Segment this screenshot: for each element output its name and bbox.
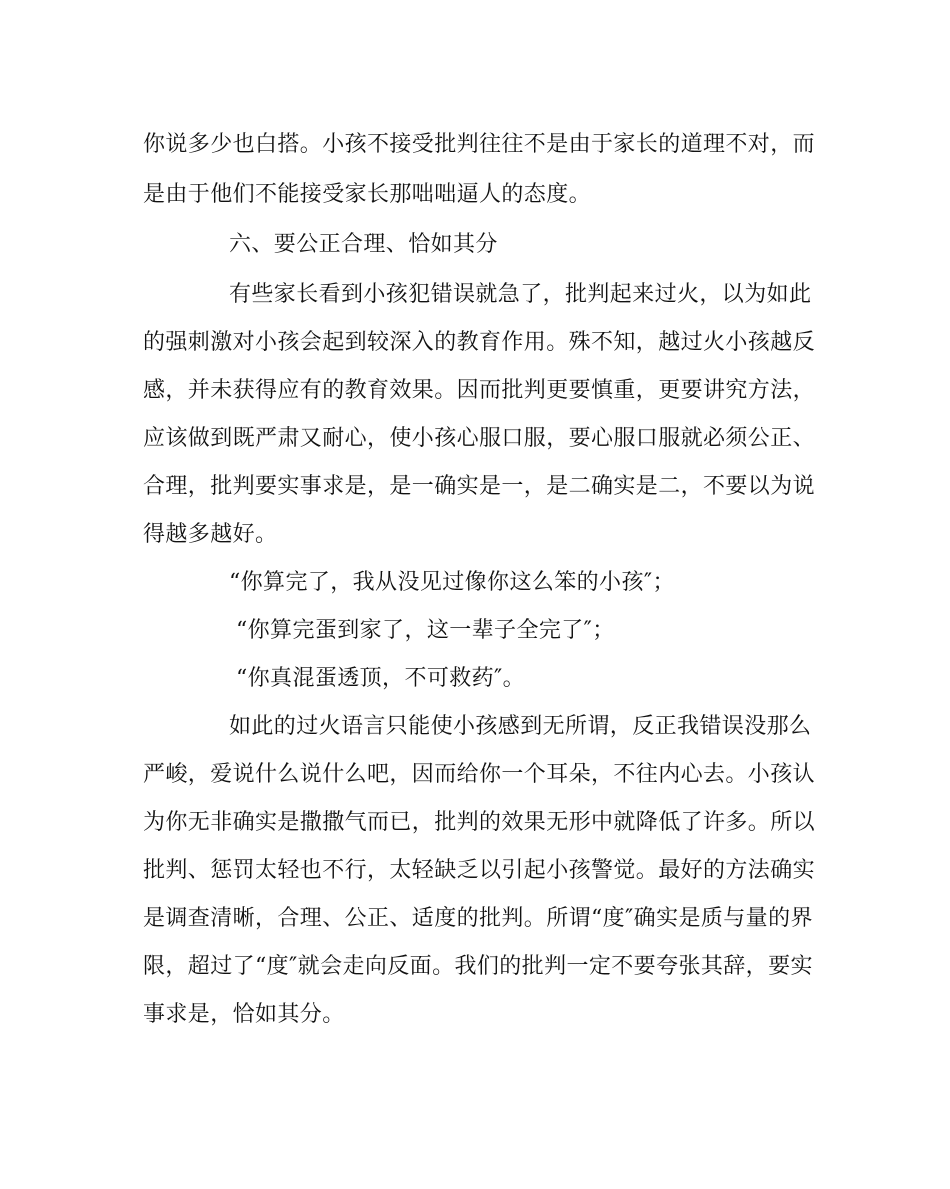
quote-line: “你真混蛋透顶，不可救药″。 <box>236 666 526 691</box>
paragraph-line: 严峻，爱说什么说什么吧，因而给你一个耳朵，不往内心去。小孩认 <box>143 762 816 787</box>
quote-line: “你算完了，我从没见过像你这么笨的小孩″； <box>229 570 675 595</box>
paragraph-line: 事求是，恰如其分。 <box>143 1002 345 1027</box>
paragraph-line: 你说多少也白搭。小孩不接受批判往往不是由于家长的道理不对，而 <box>143 132 816 157</box>
paragraph-line: 的强刺激对小孩会起到较深入的教育作用。殊不知，越过火小孩越反 <box>143 330 816 355</box>
paragraph-line: 为你无非确实是撒撒气而已，批判的效果无形中就降低了许多。所以 <box>143 810 816 835</box>
paragraph-line: 限，超过了“度″就会走向反面。我们的批判一定不要夸张其辞，要实 <box>143 954 813 979</box>
section-heading: 六、要公正合理、恰如其分 <box>229 232 498 257</box>
paragraph-line: 如此的过火语言只能使小孩感到无所谓，反正我错误没那么 <box>229 714 812 739</box>
paragraph-line: 是调查清晰，合理、公正、适度的批判。所谓“度″确实是质与量的界 <box>143 906 813 931</box>
paragraph-line: 应该做到既严肃又耐心，使小孩心服口服，要心服口服就必须公正、 <box>143 426 816 451</box>
paragraph-line: 感，并未获得应有的教育效果。因而批判更要慎重，更要讲究方法， <box>143 378 816 403</box>
paragraph-line: 有些家长看到小孩犯错误就急了，批判起来过火，以为如此 <box>229 282 812 307</box>
paragraph-line: 合理，批判要实事求是，是一确实是一，是二确实是二，不要以为说 <box>143 474 816 499</box>
paragraph-line: 得越多越好。 <box>143 522 278 547</box>
quote-line: “你算完蛋到家了，这一辈子全完了″； <box>236 618 615 643</box>
paragraph-line: 是由于他们不能接受家长那咄咄逼人的态度。 <box>143 182 592 207</box>
paragraph-line: 批判、惩罚太轻也不行，太轻缺乏以引起小孩警觉。最好的方法确实 <box>143 858 816 883</box>
